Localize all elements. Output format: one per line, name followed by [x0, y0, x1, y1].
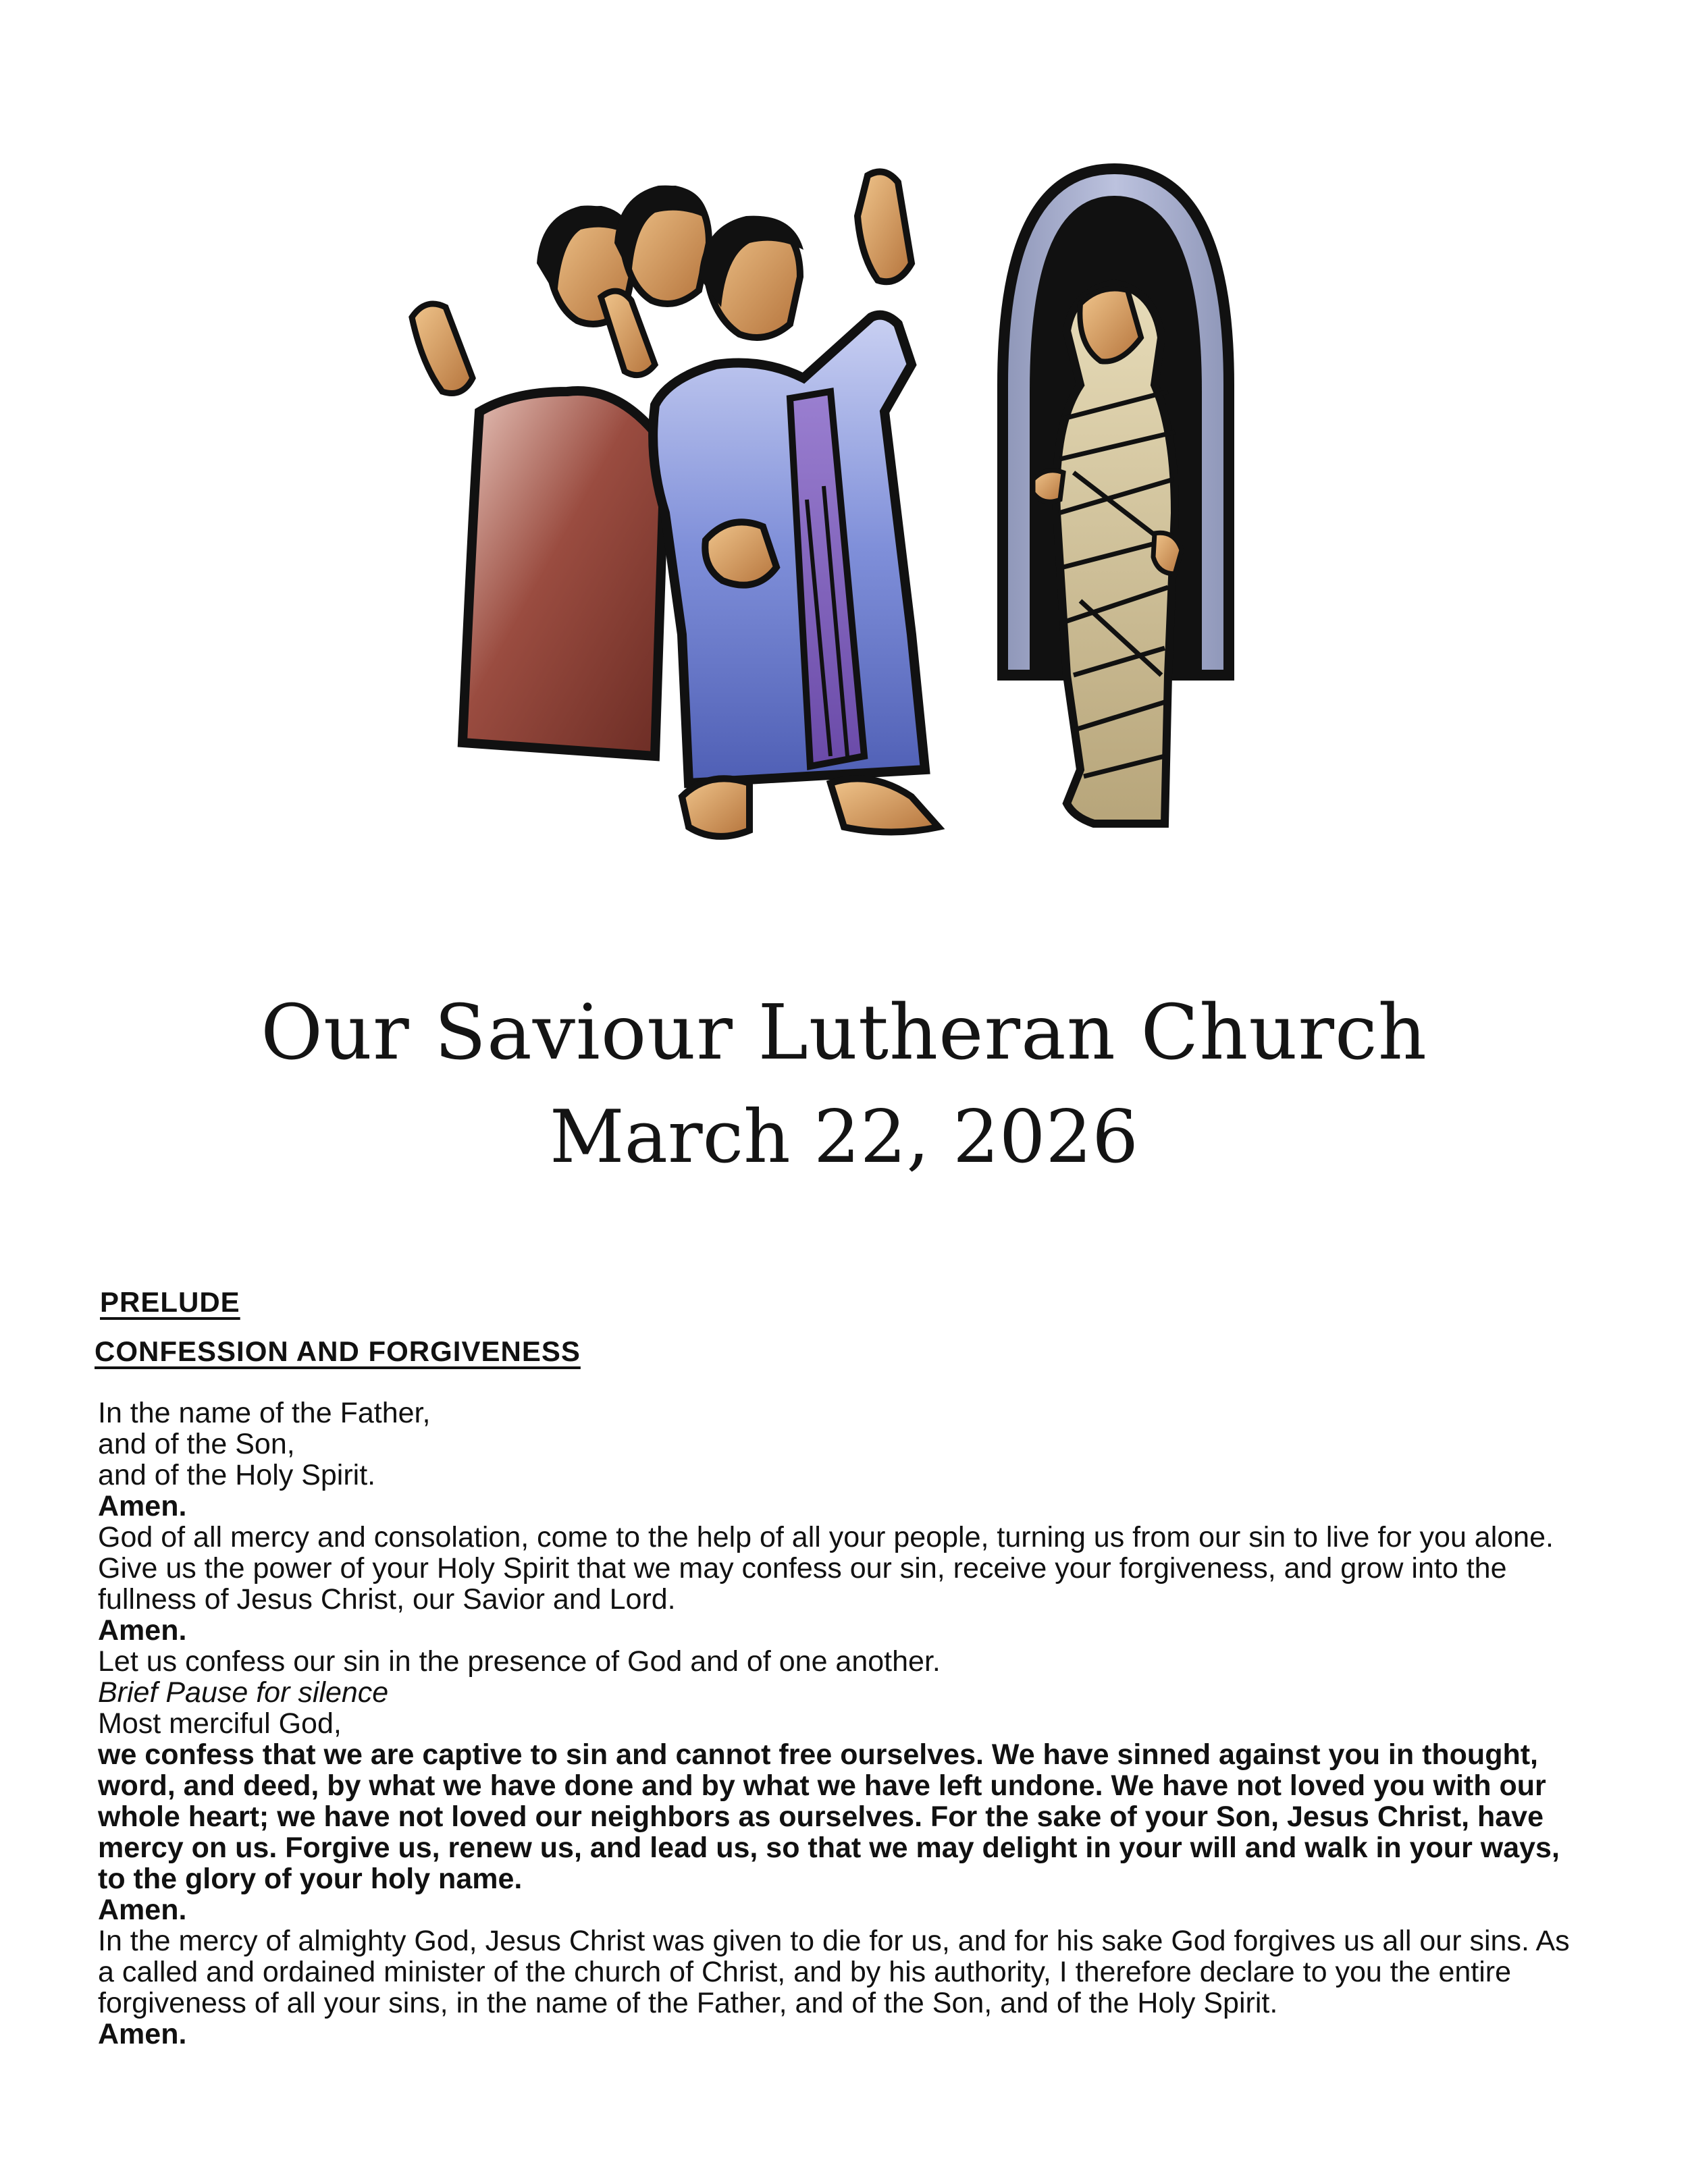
rubric-pause: Brief Pause for silence [98, 1676, 389, 1709]
amen-response: Amen. [98, 1490, 187, 1522]
church-name: Our Saviour Lutheran Church [261, 989, 1427, 1077]
invocation-line: and of the Holy Spirit. [98, 1459, 376, 1491]
confession-prayer: we confess that we are captive to sin and cannot free ourselves. We have sinned against you in thought, word, and deed, by what we have done and by what we have left undone. We have not loved you with our whole heart; we have not loved our neighbors as ourselves. For the sake of your Son, Jesus Christ, have mercy on us. Forgive us, renew us, and lead us, so that we may delight in your will and walk in your ways, to the glory of your holy name. [98, 1738, 1560, 1895]
amen-response: Amen. [98, 1894, 187, 1926]
invitation-to-confession: Let us confess our sin in the presence of God and of one another. [98, 1645, 941, 1678]
invocation-line: In the name of the Father, [98, 1397, 431, 1429]
amen-response: Amen. [98, 2018, 187, 2050]
confession-address: Most merciful God, [98, 1707, 342, 1740]
title-block [0, 986, 1688, 1181]
invocation-line: and of the Son, [98, 1428, 295, 1460]
confession-heading: CONFESSION AND FORGIVENESS [95, 1335, 581, 1367]
prelude-heading: PRELUDE [100, 1286, 240, 1318]
absolution: In the mercy of almighty God, Jesus Christ was given to die for us, and for his sake God forgives us all our sins. As a called and ordained minister of the church of Christ, and by his authority, I therefore declare to you the entire forgiveness of all your sins, in the name of the Father, and of the Son, and of the Holy Spirit. [98, 1925, 1570, 2019]
amen-response: Amen. [98, 1614, 187, 1647]
service-date: March 22, 2026 [550, 1095, 1138, 1179]
liturgy-text [98, 1397, 1583, 2050]
raising-of-lazarus-illustration [398, 162, 1296, 898]
opening-prayer: God of all mercy and consolation, come to the help of all your people, turning us from our sin to live for you alone. Give us the power of your Holy Spirit that we may confess our sin, receive your forgiveness, and grow into the fullness of Jesus Christ, our Savior and Lord. [98, 1521, 1554, 1616]
